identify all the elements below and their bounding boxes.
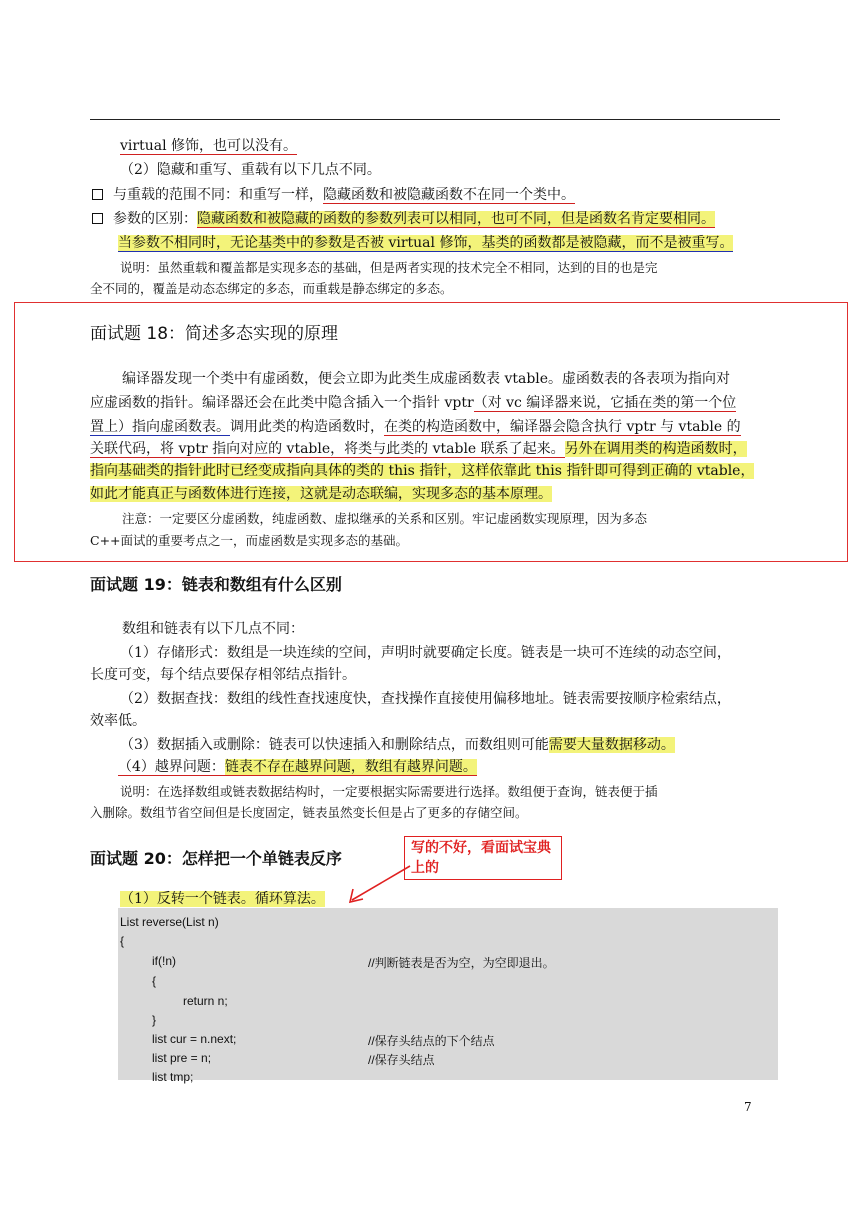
- text-line: 指向基础类的指针此时已经变成指向具体的类的 this 指针，这样依靠此 this 指针即可得到正确的 vtable，: [90, 463, 755, 479]
- q19-title: 面试题 19：链表和数组有什么区别: [90, 575, 342, 594]
- code-line: list pre = n;: [152, 1051, 212, 1065]
- text-line: 应虚函数的指针。编译器还会在此类中隐含插入一个指针 vptr（对 vc 编译器来说，它插在类的第一个位: [90, 395, 737, 411]
- code-line: list cur = n.next;: [152, 1032, 237, 1046]
- code-line: }: [152, 1013, 157, 1027]
- q18-title: 面试题 18：简述多态实现的原理: [90, 324, 339, 344]
- note-line: 注意：一定要区分虚函数，纯虚函数、虚拟继承的关系和区别。牢记虚函数实现原理，因为多态: [122, 511, 648, 526]
- checkbox-icon: [92, 189, 103, 200]
- text-line: 关联代码，将 vptr 指向对应的 vtable，将类与此类的 vtable 联系了起来。另外在调用类的构造函数时，: [90, 441, 747, 457]
- code-comment: //判断链表是否为空，为空即退出。: [368, 956, 555, 970]
- annotation-note: 写的不好，看面试宝典上的: [404, 836, 562, 880]
- text-line: 编译器发现一个类中有虚函数，便会立即为此类生成虚函数表 vtable。虚函数表的各表项为指向对: [122, 371, 731, 387]
- checkbox-icon: [92, 213, 103, 224]
- text-line: （2）隐藏和重写、重载有以下几点不同。: [120, 162, 381, 178]
- text-line: （3）数据插入或删除：链表可以快速插入和删除结点，而数组则可能需要大量数据移动。: [120, 737, 675, 753]
- note-line: 全不同的，覆盖是动态态绑定的多态，而重载是静态绑定的多态。: [90, 281, 453, 296]
- text-line: virtual 修饰，也可以没有。: [120, 138, 297, 154]
- page-number: 7: [744, 1100, 752, 1114]
- code-line: if(!n): [152, 954, 176, 968]
- code-line: return n;: [183, 994, 228, 1008]
- code-line: {: [152, 974, 157, 988]
- q20-title: 面试题 20：怎样把一个单链表反序: [90, 849, 342, 868]
- annotation-arrow-icon: [340, 862, 416, 906]
- code-line: List reverse(List n): [120, 915, 219, 929]
- text-line: 置上）指向虚函数表。调用此类的构造函数时，在类的构造函数中，编译器会隐含执行 vptr 与 vtable 的: [90, 419, 741, 435]
- note-line: 入删除。数组节省空间但是长度固定，链表虽然变长但是占了更多的存储空间。: [90, 805, 528, 820]
- code-line: {: [120, 934, 125, 948]
- code-line: list tmp;: [152, 1070, 194, 1084]
- text-line: 数组和链表有以下几点不同：: [122, 621, 304, 637]
- note-line: 说明：在选择数组或链表数据结构时，一定要根据实际需要进行选择。数组便于查询，链表便于插: [120, 784, 658, 799]
- text-line: （2）数据查找：数组的线性查找速度快，查找操作直接使用偏移地址。链表需要按顺序检索结点，: [120, 691, 731, 707]
- text-line: 效率低。: [90, 713, 146, 729]
- note-line: 说明：虽然重载和覆盖都是实现多态的基础，但是两者实现的技术完全不相同，达到的目的也是完: [120, 260, 658, 275]
- text-line: （1）存储形式：数组是一块连续的空间，声明时就要确定长度。链表是一块可不连续的动态空间，: [120, 645, 731, 661]
- code-comment: //保存头结点的下个结点: [368, 1034, 495, 1048]
- header-rule: [90, 119, 780, 120]
- bullet-item: 参数的区别：隐藏函数和被隐藏的函数的参数列表可以相同，也可不同，但是函数名肯定要相同。: [92, 209, 715, 229]
- code-comment: //保存头结点: [368, 1053, 435, 1067]
- text-line: 如此才能真正与函数体进行连接，这就是动态联编，实现多态的基本原理。: [90, 486, 552, 502]
- text-line: 当参数不相同时，无论基类中的参数是否被 virtual 修饰，基类的函数都是被隐藏，而不是被重写。: [118, 235, 734, 251]
- bullet-item: 与重载的范围不同：和重写一样，隐藏函数和被隐藏函数不在同一个类中。: [92, 185, 575, 205]
- text-line: 长度可变，每个结点要保存相邻结点指针。: [90, 667, 356, 683]
- text-line: （1）反转一个链表。循环算法。: [120, 891, 325, 907]
- text-line: （4）越界问题：链表不存在越界问题，数组有越界问题。: [118, 759, 477, 775]
- note-line: C++面试的重要考点之一，而虚函数是实现多态的基础。: [90, 533, 409, 548]
